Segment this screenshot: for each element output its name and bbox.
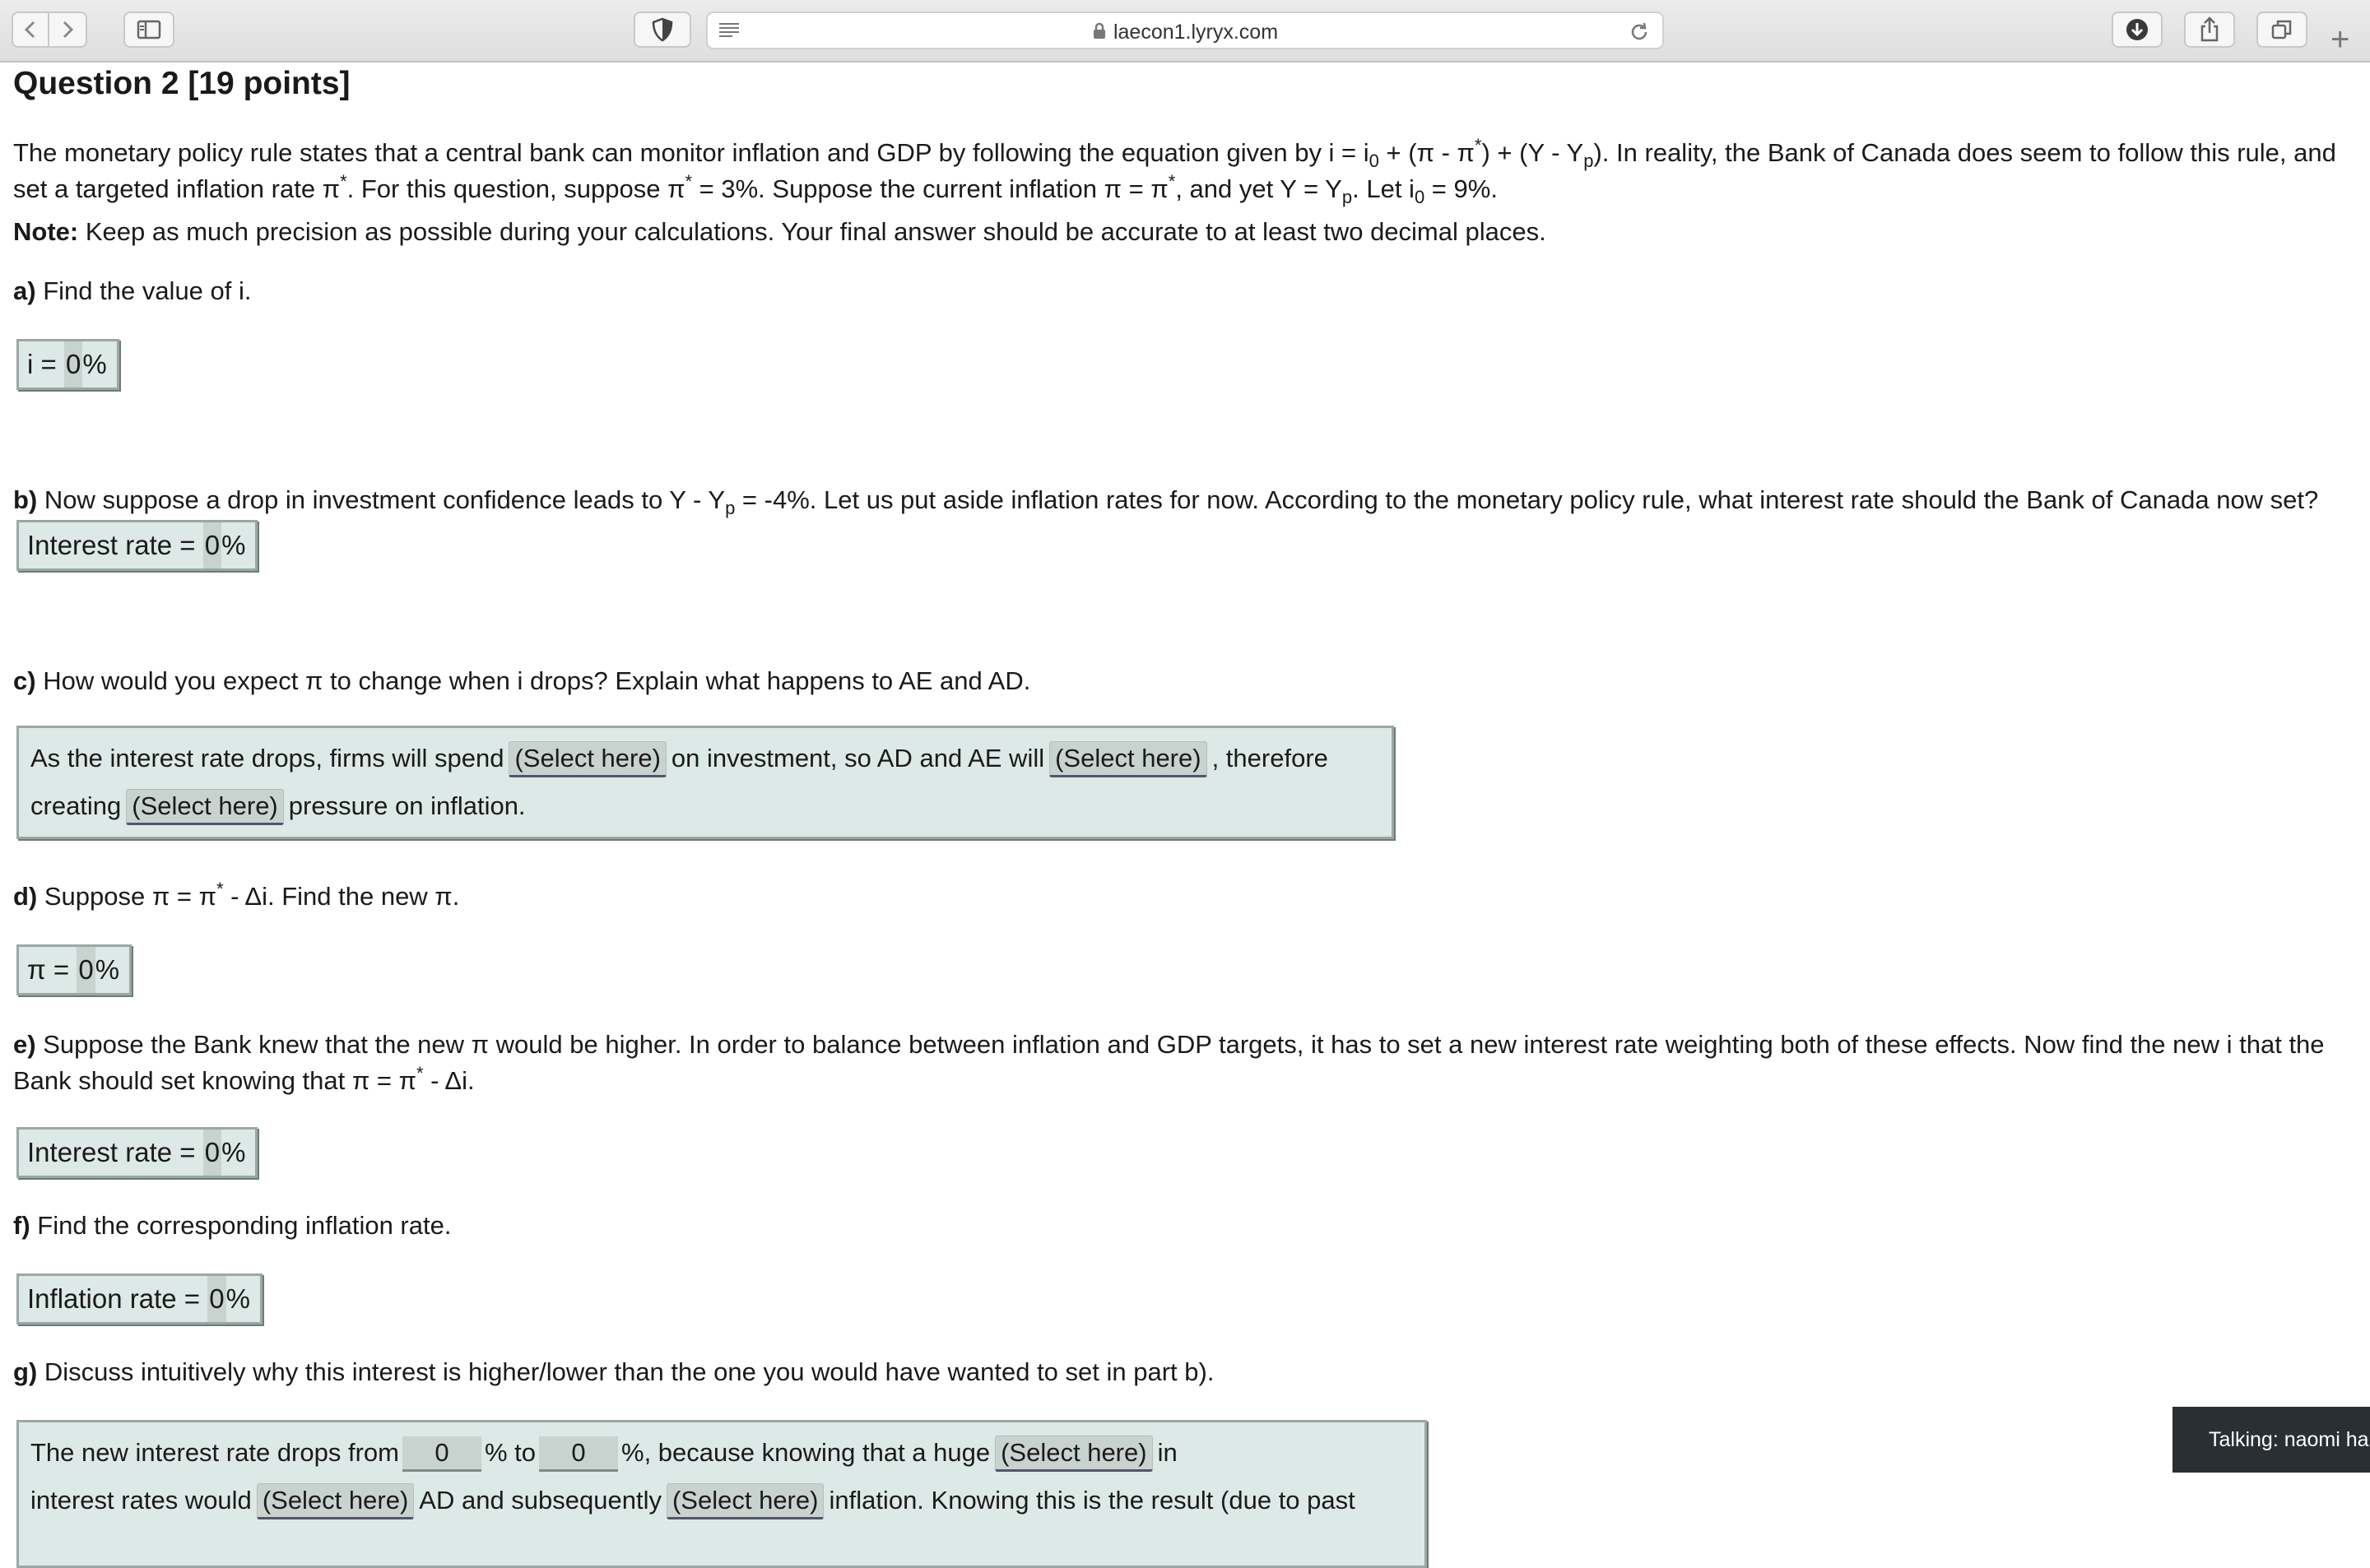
part-b-prompt: b) Now suppose a drop in investment confidence leads to $Y - Y_p = -4\%$. Let us put aside inflation rates for now. According to the monetary policy rule, what interest rate should the Bank of Canada now set? [13,485,2319,518]
share-button[interactable] [2184,12,2235,48]
part-e-answer-box: Interest rate = 0% [16,1127,258,1178]
sidebar-button[interactable] [123,12,174,48]
part-g-answer-box: The new interest rate drops from 0 % to 0 %, because knowing that a huge (Select here) in interest rates would (Select here) AD and subsequently (Select here) inflation. Knowing this is the result (due to past [16,1420,1427,1568]
new-tab-button[interactable] [2330,23,2349,56]
downloads-button[interactable] [2112,12,2163,48]
part-e-input[interactable]: 0 [203,1130,221,1176]
part-e-prompt: e) Suppose the Bank knew that the new π would be higher. In order to balance between inflation and GDP targets, it has to set a new interest rate weighting both of these effects. Now find the new i that the Bank should set knowing that π = π* - Δi. [13,1030,2325,1095]
url-text [708,21,1662,44]
shield-icon [652,17,673,42]
part-a-prompt: a) Find the value of i. [13,276,252,305]
lock-icon [1092,22,1107,40]
part-b-answer-box: Interest rate = 0% [16,520,258,571]
note: Note: Keep as much precision as possible during your calculations. Your final answer should be accurate to at least two decimal places. [13,217,1546,246]
part-d-prompt: d) Suppose π = π* - Δi. Find the new π. [13,879,460,911]
share-icon [2199,16,2220,43]
question-intro: The monetary policy rule states that a central bank can monitor inflation and GDP by following the equation given by $i = i_0 + (\pi - \pi^*) + (Y - Y_p)$. In reality, the Bank of Canada does seem to follow this rule, and set a targeted inflation rate π*. For this question, suppose π* = 3%. Suppose the current inflation π = π*, and yet $Y = Y_p$. Let $i_0 = 9\%$. [13,135,2336,207]
part-g-input-from[interactable]: 0 [402,1436,481,1472]
forward-icon [60,20,75,39]
part-g-input-to[interactable]: 0 [539,1436,618,1472]
address-bar[interactable] [706,12,1664,49]
privacy-button[interactable] [634,12,691,48]
sidebar-icon [137,20,161,39]
part-d-input[interactable]: 0 [77,947,95,993]
part-c-select-3[interactable]: (Select here) [126,789,283,825]
part-c-answer-box: As the interest rate drops, firms will spend (Select here) on investment, so AD and AE will (Select here) , therefore creating (Select here) pressure on inflation. [16,726,1394,839]
question-title: Question 2 [19 points] [13,66,351,101]
talking-indicator: Talking: naomi ha [2172,1407,2370,1473]
back-button[interactable] [12,12,49,48]
part-f-input[interactable]: 0 [207,1276,225,1322]
part-a-answer-box: i = 0% [16,339,119,390]
part-g-select-2[interactable]: (Select here) [257,1483,414,1519]
part-a-input[interactable]: 0 [64,341,82,387]
part-g-select-3[interactable]: (Select here) [667,1483,824,1519]
download-icon [2125,17,2149,42]
part-g-prompt: g) Discuss intuitively why this interest is higher/lower than the one you would have wanted to set in part b). [13,1357,1215,1386]
reload-icon[interactable] [1628,21,1651,44]
part-f-answer-box: Inflation rate = 0% [16,1273,263,1324]
part-c-prompt: c) How would you expect π to change when i drops? Explain what happens to AE and AD. [13,666,1031,695]
part-g-select-1[interactable]: (Select here) [995,1436,1152,1472]
url: laecon1.lyryx.com [1113,21,1279,44]
tabs-overview-button[interactable] [2256,12,2307,48]
nav-buttons [12,12,87,49]
part-c-select-1[interactable]: (Select here) [509,741,666,777]
browser-toolbar [0,0,2370,63]
part-f-prompt: f) Find the corresponding inflation rate. [13,1211,452,1240]
plus-icon: + [2330,21,2350,58]
part-d-answer-box: π = 0% [16,944,132,995]
part-b-input[interactable]: 0 [203,522,221,568]
tabs-icon [2270,18,2293,41]
back-icon [23,20,38,39]
forward-button[interactable] [49,12,87,48]
part-c-select-2[interactable]: (Select here) [1049,741,1206,777]
